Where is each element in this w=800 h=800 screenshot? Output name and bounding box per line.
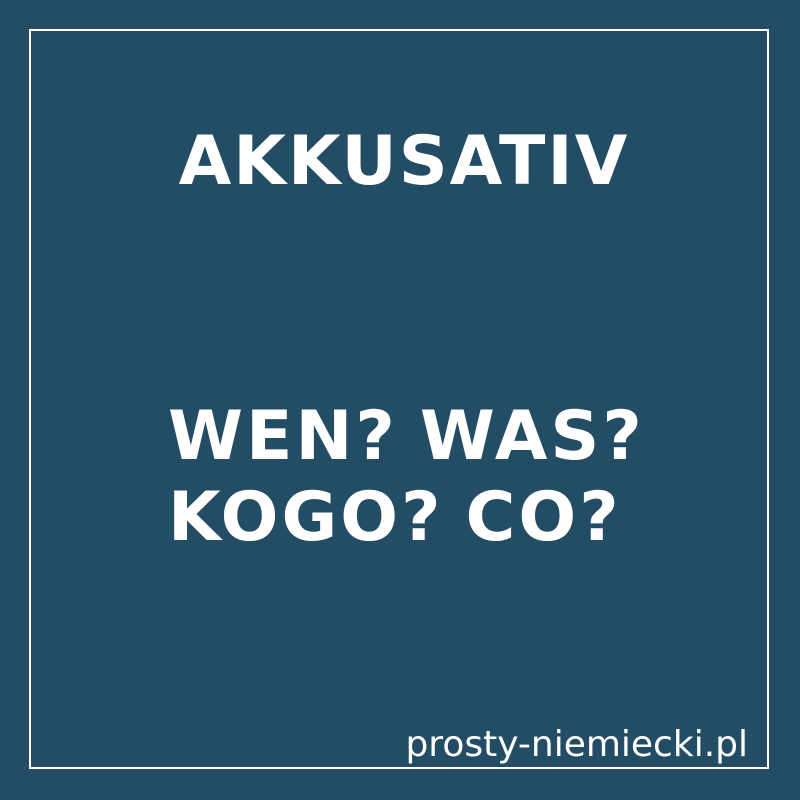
question-kogo: KOGO? [168, 478, 444, 557]
website-url: prosty-niemiecki.pl [405, 724, 748, 765]
question-was: WAS? [419, 397, 645, 476]
question-wen: WEN? [168, 397, 398, 476]
title-heading: AKKUSATIV [178, 122, 630, 201]
polish-questions-line [168, 478, 622, 558]
german-questions-line [168, 397, 645, 477]
question-co: CO? [465, 478, 622, 557]
